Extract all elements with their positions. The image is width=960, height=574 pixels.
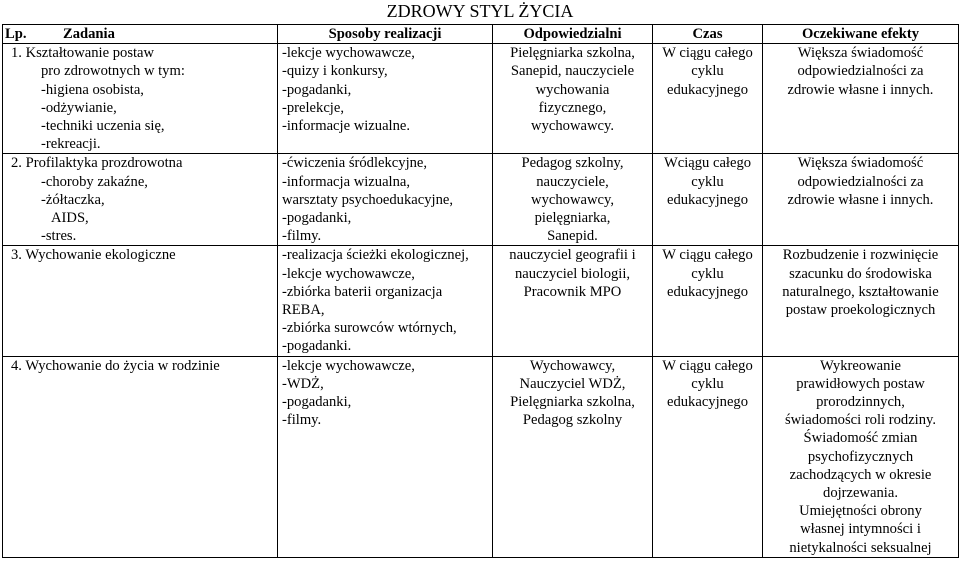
cell-line: nauczyciel geografii i [509,247,636,264]
cell-line: Nauczyciel WDŻ, [519,375,626,392]
cell-line: -informacja wizualna, [282,173,411,190]
cell-line: wychowania [535,81,610,98]
cell-odpowiedzialni [493,246,653,356]
cell-line: -ćwiczenia śródlekcyjne, [282,155,428,172]
cell-line: -techniki uczenia się, [41,118,165,135]
header-odpowiedzialni: Odpowiedzialni [493,25,653,44]
cell-line: nietykalności seksualnej [789,539,932,556]
cell-line: -quizy i konkursy, [282,63,388,80]
cell-line: W ciągu całego [662,247,753,264]
cell-line: zachodzących w okresie [789,466,932,483]
cell-line: dojrzewania. [823,485,898,502]
cell-line: -lekcje wychowawcze, [282,45,415,62]
cell-line: edukacyjnego [666,191,749,208]
cell-line: cyklu [691,265,724,282]
cell-line: W ciągu całego [662,357,753,374]
cell-line: prorodzinnych, [816,394,905,411]
table-row [3,154,959,246]
cell-line: zdrowie własne i innych. [787,191,934,208]
cell-line: odpowiedzialności za [797,173,924,190]
cell-efekty [763,154,959,246]
cell-sposoby [278,154,493,246]
header-czas: Czas [653,25,763,44]
cell-zadanie [3,246,278,356]
cell-efekty [763,44,959,154]
cell-line: Pedagog szkolny [522,412,623,429]
cell-line: Rozbudzenie i rozwinięcie [782,247,939,264]
cell-line: wychowawcy. [531,118,614,135]
cell-line: -odżywianie, [41,99,117,116]
table-row [3,356,959,557]
cell-line: Umiejętności obrony [799,503,922,520]
cell-line: W ciągu całego [662,45,753,62]
cell-efekty [763,356,959,557]
cell-czas [653,246,763,356]
cell-line: Wciągu całego [663,155,752,172]
cell-odpowiedzialni [493,44,653,154]
cell-line: 3. Wychowanie ekologiczne [11,247,176,264]
cell-line: Sanepid, nauczyciele [510,63,635,80]
cell-line: edukacyjnego [666,283,749,300]
cell-line: nauczyciele, [536,173,609,190]
cell-line: -choroby zakaźne, [41,173,148,190]
cell-line: -żółtaczka, [41,191,105,208]
cell-line: cyklu [691,63,724,80]
cell-line: -higiena osobista, [41,81,144,98]
cell-line: -WDŻ, [282,375,324,392]
table-row [3,44,959,154]
cell-line: Większa świadomość [797,155,924,172]
cell-line: psychofizycznych [807,448,914,465]
cell-line: -lekcje wychowawcze, [282,357,415,374]
cell-line: zdrowie własne i innych. [787,81,934,98]
cell-line: -pogadanki, [282,81,352,98]
cell-line: Pielęgniarka szkolna, [510,394,635,411]
cell-line: Wykreowanie [820,357,901,374]
cell-sposoby [278,44,493,154]
cell-line: -zbiórka surowców wtórnych, [282,320,457,337]
cell-line: Świadomość zmian [803,430,918,447]
table-header-row [3,25,959,44]
cell-line: -stres. [41,228,77,245]
cell-sposoby [278,356,493,557]
cell-line: odpowiedzialności za [797,63,924,80]
cell-line: -pogadanki, [282,394,352,411]
header-zadania [3,25,278,44]
cell-line: -realizacja ścieżki ekologicznej, [282,247,469,264]
cell-line: pro zdrowotnych w tym: [41,63,185,80]
cell-line: cyklu [691,173,724,190]
document-title: ZDROWY STYL ŻYCIA [386,1,574,21]
cell-line: -lekcje wychowawcze, [282,265,415,282]
header-zadania-label: Zadania [62,26,115,42]
cell-line: Wychowawcy, [529,357,616,374]
cell-line: edukacyjnego [666,81,749,98]
cell-line: 1. Kształtowanie postaw [11,45,155,62]
cell-czas [653,356,763,557]
cell-czas [653,44,763,154]
cell-line: własnej intymności i [800,521,921,538]
cell-line: Pracownik MPO [523,283,622,300]
cell-sposoby [278,246,493,356]
cell-line: postaw proekologicznych [785,302,936,319]
cell-line: -filmy. [282,412,322,429]
cell-line: Sanepid. [547,228,598,245]
cell-line: AIDS, [51,210,89,227]
header-sposoby: Sposoby realizacji [278,25,493,44]
cell-line: -filmy. [282,228,322,245]
cell-line: -pogadanki, [282,210,352,227]
cell-line: -rekreacji. [41,136,101,153]
cell-efekty [763,246,959,356]
cell-line: pielęgniarka, [534,210,611,227]
cell-line: -pogadanki. [282,338,352,355]
cell-line: 4. Wychowanie do życia w rodzinie [11,357,220,374]
cell-zadanie [3,154,278,246]
cell-line: -prelekcje, [282,99,344,116]
table-body [3,44,959,558]
table-row [3,246,959,356]
cell-line: Większa świadomość [797,45,924,62]
cell-line: cyklu [691,375,724,392]
cell-line: edukacyjnego [666,394,749,411]
cell-line: wychowawcy, [531,191,614,208]
cell-line: naturalnego, kształtowanie [782,283,939,300]
cell-odpowiedzialni [493,356,653,557]
cell-line: nauczyciel biologii, [514,265,631,282]
cell-line: prawidłowych postaw [796,375,925,392]
header-lp-label: Lp. [5,26,27,42]
cell-line: fizycznego, [538,99,607,116]
cell-line: -informacje wizualne. [282,118,411,135]
cell-line: Pedagog szkolny, [521,155,624,172]
cell-zadanie [3,44,278,154]
cell-line: warsztaty psychoedukacyjne, [282,191,454,208]
cell-odpowiedzialni [493,154,653,246]
plan-table [2,24,959,558]
cell-line: szacunku do środowiska [789,265,932,282]
cell-line: świadomości roli rodziny. [784,412,937,429]
cell-line: Pielęgniarka szkolna, [510,45,635,62]
header-efekty: Oczekiwane efekty [763,25,959,44]
cell-line: -zbiórka baterii organizacja [282,283,443,300]
cell-line: 2. Profilaktyka prozdrowotna [11,155,183,172]
cell-czas [653,154,763,246]
cell-line: REBA, [282,302,325,319]
cell-zadanie [3,356,278,557]
